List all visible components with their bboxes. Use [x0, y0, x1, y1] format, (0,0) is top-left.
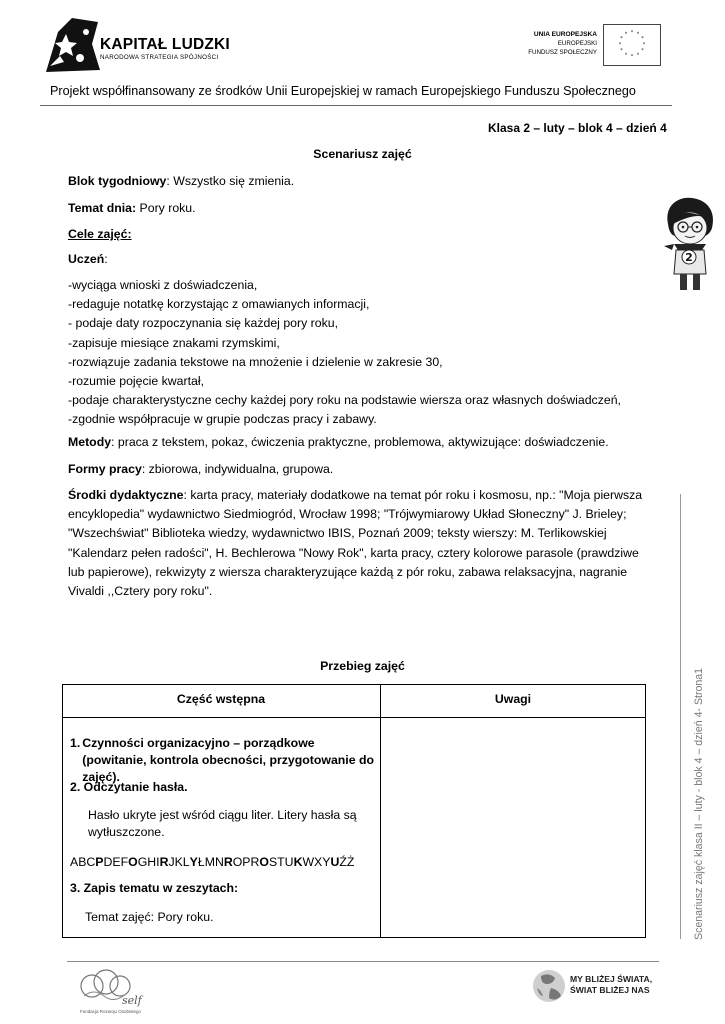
student-heading	[68, 250, 108, 269]
filler-letters: ABC	[70, 855, 96, 869]
filler-letters: ŹŻ	[339, 855, 355, 869]
eu-label	[505, 30, 597, 57]
table-header-divider	[62, 717, 646, 718]
goal-item: -zgodnie współpracuje w grupie podczas pracy i zabawy.	[68, 412, 377, 427]
block-value: : Wszystko się zmienia.	[166, 174, 295, 188]
filler-letters: ŁMN	[197, 855, 224, 869]
side-divider	[680, 494, 681, 939]
step-2-title: 2. Odczytanie hasła.	[70, 780, 188, 794]
goal-item: -rozumie pojęcie kwartał,	[68, 374, 204, 389]
filler-letters: OPR	[232, 855, 260, 869]
goal-item: - podaje daty rozpoczynania się każdej pory roku,	[68, 316, 338, 331]
table-column-divider	[380, 684, 381, 938]
footer-motto	[570, 974, 652, 996]
step-2-text: Hasło ukryte jest wśród ciągu liter. Litery hasła są wytłuszczone.	[88, 808, 357, 839]
forms-value: : zbiorowa, indywidualna, grupowa.	[141, 462, 334, 476]
table-header-notes: Uwagi	[494, 692, 532, 706]
filler-letters: DEF	[103, 855, 129, 869]
girl-mascot-icon	[660, 194, 720, 296]
block-label: Blok tygodniowy	[68, 174, 167, 188]
password-letter: R	[159, 855, 169, 869]
eu-line-2: EUROPEJSKI	[557, 40, 597, 47]
password-letter: O	[259, 855, 269, 869]
hidden-password-letters	[70, 854, 354, 871]
forms-label: Formy pracy	[68, 462, 142, 476]
goal-item: -wyciąga wnioski z doświadczenia,	[68, 278, 258, 292]
student-label: Uczeń	[68, 252, 105, 266]
filler-letters: JKL	[168, 855, 190, 869]
step-3-text: Temat zajęć: Pory roku.	[85, 910, 214, 924]
methods-value: : praca z tekstem, pokaz, ćwiczenia praktyczne, problemowa, aktywizujące: doświadczenie.	[111, 435, 609, 449]
table-header-part: Część wstępna	[176, 692, 266, 706]
teaching-aids-paragraph	[68, 486, 658, 601]
eu-line-3: FUNDUSZ SPOŁECZNY	[528, 49, 597, 56]
eu-flag-icon	[603, 24, 661, 66]
svg-text:*: *	[618, 42, 622, 48]
eu-line-1: UNIA EUROPEJSKA	[533, 31, 597, 38]
svg-text:*: *	[641, 48, 644, 54]
student-colon: :	[104, 252, 108, 266]
globe-icon	[531, 966, 567, 1006]
mascot-number: 2	[685, 251, 693, 264]
motto-line-1: MY BLIŻEJ ŚWIATA,	[570, 974, 653, 984]
goals-heading: Cele zajęć:	[68, 227, 132, 241]
goal-item: -zapisuje miesiące znakami rzymskimi,	[68, 335, 280, 350]
self-foundation-logo-icon	[78, 966, 148, 1010]
logo-subtitle: NARODOWA STRATEGIA SPÓJNOŚCI	[100, 54, 219, 61]
methods-label: Metody	[68, 435, 112, 449]
self-mark: self	[122, 994, 142, 1007]
filler-letters: STU	[268, 855, 294, 869]
svg-text:*: *	[630, 54, 634, 60]
svg-text:*: *	[624, 31, 628, 38]
topic-line	[68, 199, 196, 218]
filler-letters: GHI	[137, 855, 160, 869]
password-letter: R	[223, 855, 233, 869]
svg-text:*: *	[641, 36, 644, 42]
svg-text:*: *	[620, 36, 623, 42]
means-value: : karta pracy, materiały dodatkowe na temat pór roku i kosmosu, np.: "Moja pierwsza encyklopedia" wydawnictwo Siedmiogród, Wrocław 1998; "Trójwymiarowy Układ Słoneczny" J. Brieley; "Wszechświat" Biblioteka wiedzy, wydawnictwo IBIS, Poznań 2009; teksty wierszy: M. Terlikowskiej "Kalendarz pełen radości", H. Bechlerowa "Nowy Rok", karta pracy, cztery kolorowe parasole (prawdziwe lub papierowe), rekwizyty z wiersza charakteryzujące każdą z pór roku, zabawa relaksacyjna, nagranie Vivaldi ,,Cztery pory roku".	[68, 488, 643, 599]
goal-item: -redaguje notatkę korzystając z omawianych informacji,	[68, 297, 370, 312]
svg-text:*: *	[642, 42, 646, 48]
step-1-text: Czynności organizacyjno – porządkowe (powitanie, kontrola obecności, przygotowanie do zajęć).	[82, 736, 374, 784]
topic-value: Pory roku.	[136, 201, 196, 215]
goal-item: -podaje charakterystyczne cechy każdej pory roku na podstawie wiersza oraz własnych doświadczeń,	[68, 393, 621, 408]
methods-line	[68, 433, 609, 452]
password-letter: U	[330, 855, 340, 869]
means-label: Środki dydaktyczne	[68, 488, 184, 502]
header-divider	[40, 105, 672, 106]
goal-item: -rozwiązuje zadania tekstowe na mnożenie i dzielenie w zakresie 30,	[68, 354, 443, 369]
page-title: Scenariusz zajęć	[313, 147, 412, 161]
svg-text:*: *	[630, 30, 634, 36]
svg-text:*: *	[636, 31, 640, 38]
svg-text:*: *	[636, 52, 640, 59]
project-funding-line: Projekt współfinansowany ze środków Unii Europejskiej w ramach Europejskiego Funduszu Społecznego	[50, 84, 636, 98]
kapital-ludzki-logo-icon	[42, 14, 100, 74]
footer-divider	[67, 961, 659, 962]
password-letter: P	[95, 855, 104, 869]
block-line	[68, 172, 294, 191]
step-3-title: 3. Zapis tematu w zeszytach:	[70, 881, 239, 895]
password-letter: K	[293, 855, 303, 869]
goals-list	[68, 276, 668, 430]
side-page-note: Scenariusz zajęć klasa II – luty - blok 4 – dzień 4- Strona1	[693, 667, 705, 940]
step-1-number: 1.	[70, 736, 81, 750]
motto-line-2: ŚWIAT BLIŻEJ NAS	[570, 985, 650, 995]
class-line: Klasa 2 – luty – blok 4 – dzień 4	[488, 121, 667, 135]
self-caption: Fundacja Rozwoju Osobistego	[80, 1009, 142, 1014]
forms-line	[68, 460, 333, 479]
logo-title: KAPITAŁ LUDZKI	[100, 36, 230, 53]
filler-letters: WXY	[302, 855, 331, 869]
topic-label: Temat dnia:	[68, 201, 137, 215]
svg-text:*: *	[624, 52, 628, 59]
password-letter: O	[128, 855, 138, 869]
course-heading: Przebieg zajęć	[320, 659, 405, 673]
password-letter: Y	[189, 855, 198, 869]
svg-text:*: *	[620, 48, 623, 54]
